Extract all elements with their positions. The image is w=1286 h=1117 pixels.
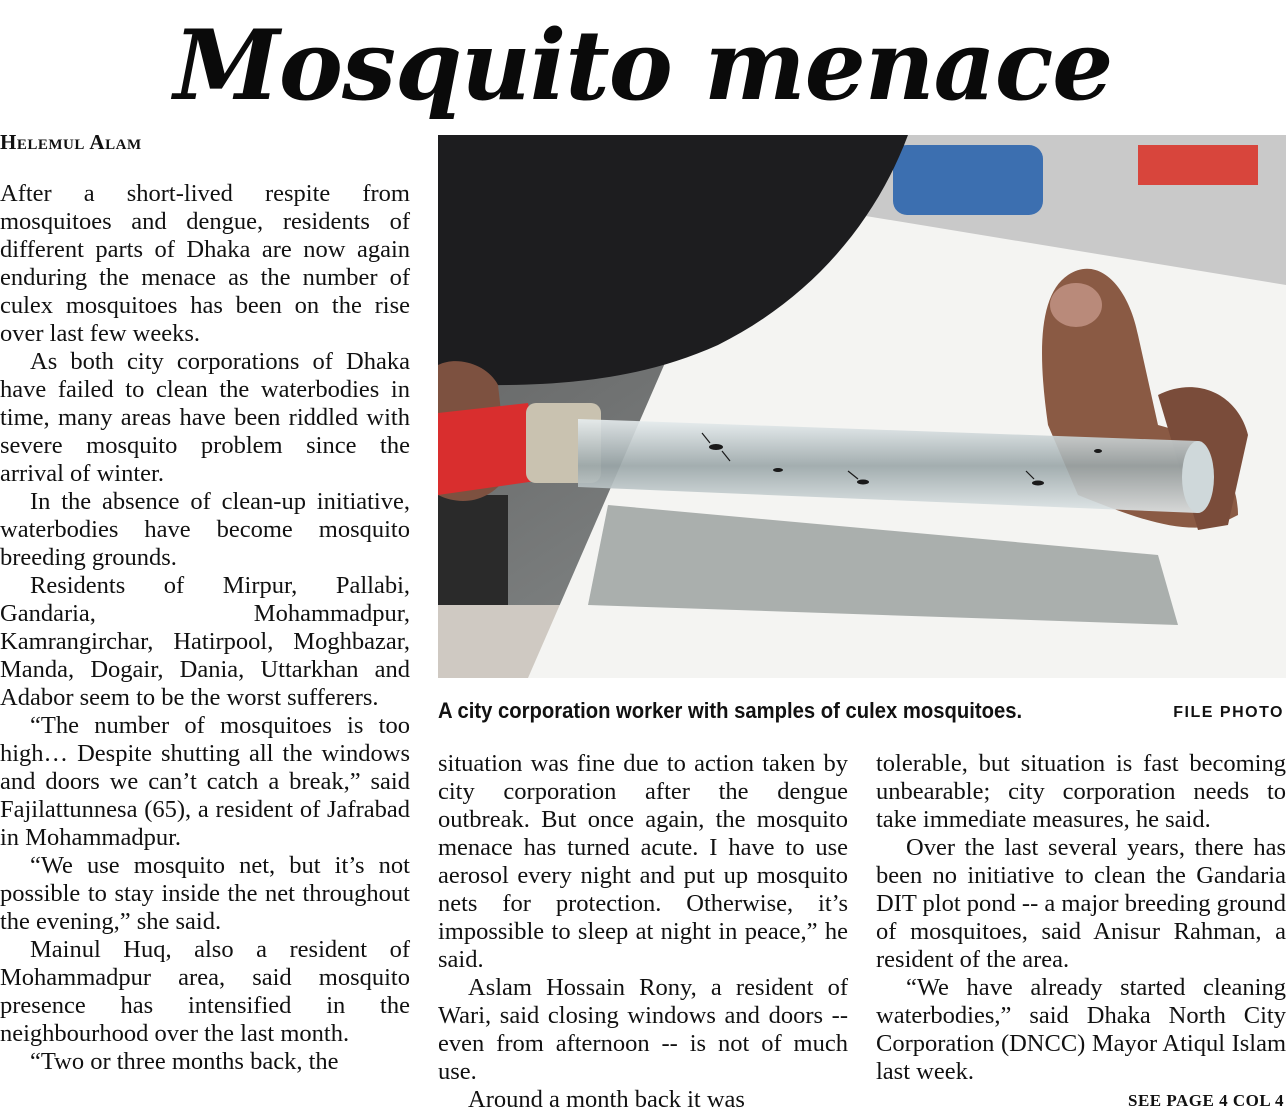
paragraph: After a short-lived respite from mosquitoes and dengue, residents of different parts of Dhaka are now again enduring the menace as the number of culex mosquitoes has been on the rise over last few weeks.: [0, 180, 410, 347]
paragraph: Aslam Hossain Rony, a resident of Wari, said closing windows and doors -- even from afternoon -- is not of much use.: [438, 974, 848, 1085]
headline: Mosquito menace: [173, 9, 1113, 122]
article-column-3: [876, 750, 1286, 1086]
continuation-jump-line[interactable]: SEE PAGE 4 COL 4: [1128, 1091, 1284, 1110]
paragraph: “We use mosquito net, but it’s not possible to stay inside the net throughout the evening,” she said.: [0, 852, 410, 935]
paragraph: tolerable, but situation is fast becoming unbearable; city corporation needs to take immediate measures, he said.: [876, 750, 1286, 833]
paragraph: As both city corporations of Dhaka have failed to clean the waterbodies in time, many areas have been riddled with severe mosquito problem since the arrival of winter.: [0, 348, 410, 487]
paragraph: “We have already started cleaning waterbodies,” said Dhaka North City Corporation (DNCC) Mayor Atiqul Islam last week.: [876, 974, 1286, 1085]
paragraph: Residents of Mirpur, Pallabi, Gandaria, Mohammadpur, Kamrangirchar, Hatirpool, Moghbazar, Manda, Dogair, Dania, Uttarkhan and Adabor seem to be the worst sufferers.: [0, 572, 410, 711]
byline: Helemul Alam: [0, 130, 142, 154]
article-column-1: [0, 180, 410, 1076]
paragraph: “Two or three months back, the: [30, 1048, 339, 1075]
paragraph: Over the last several years, there has been no initiative to clean the Gandaria DIT plot pond -- a major breeding ground of mosquitoes, said Anisur Rahman, a resident of the area.: [876, 834, 1286, 973]
paragraph: situation was fine due to action taken by city corporation after the dengue outbreak. But once again, the mosquito menace has turned acute. I have to use aerosol every night and put up mosquito nets for protection. Otherwise, it’s impossible to sleep at night in peace,” he said.: [438, 750, 848, 973]
paragraph: In the absence of clean-up initiative, waterbodies have become mosquito breeding grounds.: [0, 488, 410, 571]
article-column-2: [438, 750, 848, 1114]
paragraph: “The number of mosquitoes is too high… Despite shutting all the windows and doors we can’t catch a break,” said Fajilattunnesa (65), a resident of Jafrabad in Mohammadpur.: [0, 712, 410, 851]
paragraph: Around a month back it was: [468, 1086, 745, 1113]
paragraph: Mainul Huq, also a resident of Mohammadpur area, said mosquito presence has intensified in the neighbourhood over the last month.: [0, 936, 410, 1047]
photo-credit: FILE PHOTO: [1173, 704, 1284, 721]
photo-caption: A city corporation worker with samples of culex mosquitoes.: [438, 698, 1023, 723]
news-photo: [438, 135, 1286, 678]
